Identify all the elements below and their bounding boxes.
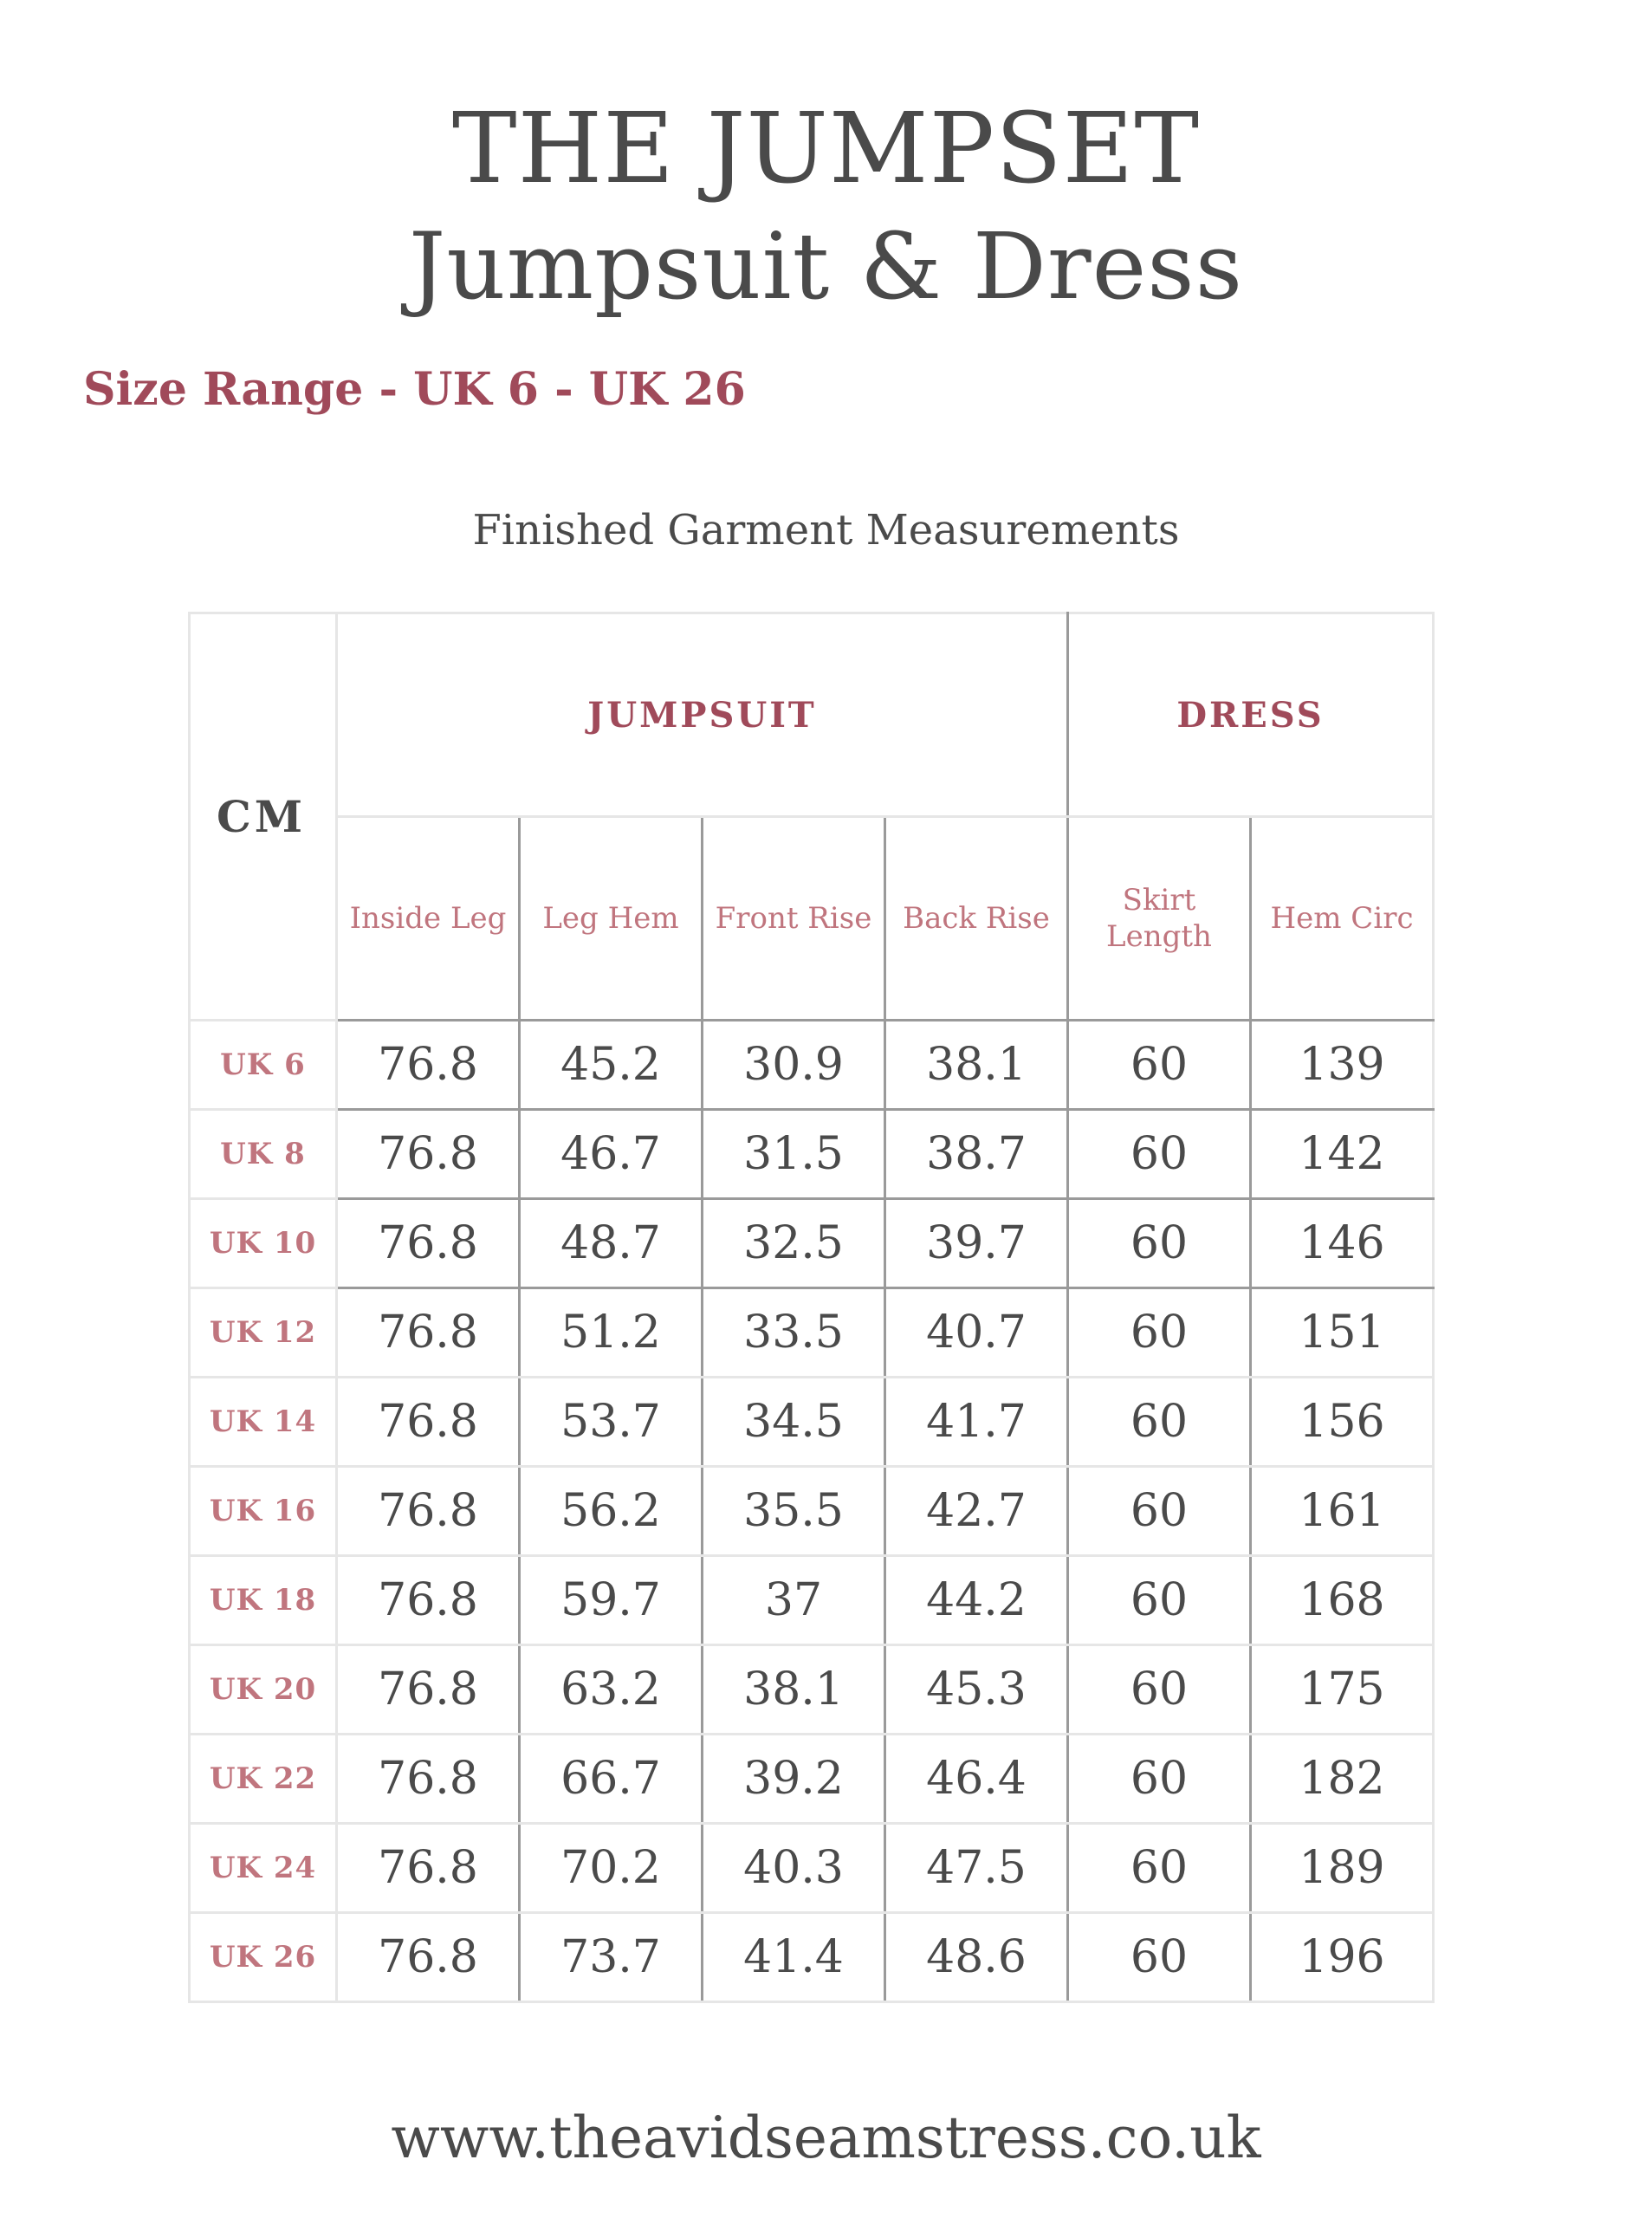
column-header-back-rise: Back Rise bbox=[885, 817, 1068, 1021]
measurement-cell: 60 bbox=[1068, 1378, 1251, 1467]
measurement-cell: 41.4 bbox=[703, 1913, 885, 2002]
measurement-cell: 59.7 bbox=[520, 1556, 703, 1645]
measurement-cell: 38.1 bbox=[885, 1021, 1068, 1110]
measurement-cell: 161 bbox=[1251, 1467, 1434, 1556]
measurement-cell: 76.8 bbox=[337, 1021, 520, 1110]
measurement-cell: 48.7 bbox=[520, 1199, 703, 1288]
column-header-skirt-length: Skirt Length bbox=[1068, 817, 1251, 1021]
table-row bbox=[190, 1288, 1434, 1378]
measurement-cell: 44.2 bbox=[885, 1556, 1068, 1645]
measurement-cell: 63.2 bbox=[520, 1645, 703, 1735]
measurement-cell: 40.3 bbox=[703, 1824, 885, 1913]
table-row bbox=[190, 1913, 1434, 2002]
measurement-cell: 48.6 bbox=[885, 1913, 1068, 2002]
measurement-cell: 76.8 bbox=[337, 1645, 520, 1735]
measurement-cell: 40.7 bbox=[885, 1288, 1068, 1378]
measurement-cell: 30.9 bbox=[703, 1021, 885, 1110]
measurement-cell: 34.5 bbox=[703, 1378, 885, 1467]
measurement-cell: 38.1 bbox=[703, 1645, 885, 1735]
size-label: UK 18 bbox=[190, 1556, 337, 1645]
measurement-cell: 46.4 bbox=[885, 1735, 1068, 1824]
table-row bbox=[190, 1378, 1434, 1467]
measurement-cell: 76.8 bbox=[337, 1378, 520, 1467]
size-label: UK 8 bbox=[190, 1110, 337, 1199]
measurement-cell: 38.7 bbox=[885, 1110, 1068, 1199]
measurement-cell: 32.5 bbox=[703, 1199, 885, 1288]
measurement-cell: 70.2 bbox=[520, 1824, 703, 1913]
size-label: UK 10 bbox=[190, 1199, 337, 1288]
measurement-cell: 51.2 bbox=[520, 1288, 703, 1378]
table-row bbox=[190, 1110, 1434, 1199]
table-row bbox=[190, 1199, 1434, 1288]
size-label: UK 26 bbox=[190, 1913, 337, 2002]
table-row bbox=[190, 1645, 1434, 1735]
measurement-cell: 60 bbox=[1068, 1556, 1251, 1645]
size-label: UK 12 bbox=[190, 1288, 337, 1378]
measurement-cell: 60 bbox=[1068, 1824, 1251, 1913]
measurement-cell: 76.8 bbox=[337, 1110, 520, 1199]
table-row bbox=[190, 1735, 1434, 1824]
table-body bbox=[190, 1021, 1434, 2002]
measurement-cell: 76.8 bbox=[337, 1913, 520, 2002]
measurement-cell: 39.7 bbox=[885, 1199, 1068, 1288]
measurement-cell: 73.7 bbox=[520, 1913, 703, 2002]
measurement-cell: 151 bbox=[1251, 1288, 1434, 1378]
measurement-cell: 56.2 bbox=[520, 1467, 703, 1556]
measurement-cell: 182 bbox=[1251, 1735, 1434, 1824]
measurement-cell: 35.5 bbox=[703, 1467, 885, 1556]
page-subtitle: Jumpsuit & Dress bbox=[408, 213, 1244, 320]
column-header-inside-leg: Inside Leg bbox=[337, 817, 520, 1021]
measurement-cell: 66.7 bbox=[520, 1735, 703, 1824]
table-row bbox=[190, 1021, 1434, 1110]
group-header-jumpsuit: JUMPSUIT bbox=[337, 613, 1068, 817]
measurement-cell: 60 bbox=[1068, 1288, 1251, 1378]
measurement-cell: 45.3 bbox=[885, 1645, 1068, 1735]
measurement-cell: 156 bbox=[1251, 1378, 1434, 1467]
measurement-cell: 42.7 bbox=[885, 1467, 1068, 1556]
measurement-cell: 45.2 bbox=[520, 1021, 703, 1110]
measurement-cell: 146 bbox=[1251, 1199, 1434, 1288]
measurement-cell: 189 bbox=[1251, 1824, 1434, 1913]
measurement-cell: 37 bbox=[703, 1556, 885, 1645]
size-label: UK 22 bbox=[190, 1735, 337, 1824]
group-header-dress: DRESS bbox=[1068, 613, 1434, 817]
measurement-cell: 60 bbox=[1068, 1645, 1251, 1735]
measurement-cell: 60 bbox=[1068, 1110, 1251, 1199]
measurement-cell: 31.5 bbox=[703, 1110, 885, 1199]
column-header-front-rise: Front Rise bbox=[703, 817, 885, 1021]
size-range-text: Size Range - UK 6 - UK 26 bbox=[83, 363, 746, 416]
table-caption: Finished Garment Measurements bbox=[472, 506, 1180, 554]
measurement-cell: 76.8 bbox=[337, 1199, 520, 1288]
size-label: UK 24 bbox=[190, 1824, 337, 1913]
measurement-cell: 41.7 bbox=[885, 1378, 1068, 1467]
website-url: www.theavidseamstress.co.uk bbox=[391, 2105, 1261, 2171]
table-row bbox=[190, 1556, 1434, 1645]
measurement-cell: 76.8 bbox=[337, 1735, 520, 1824]
size-label: UK 16 bbox=[190, 1467, 337, 1556]
measurement-cell: 76.8 bbox=[337, 1824, 520, 1913]
measurement-cell: 139 bbox=[1251, 1021, 1434, 1110]
measurement-cell: 76.8 bbox=[337, 1556, 520, 1645]
measurement-cell: 60 bbox=[1068, 1021, 1251, 1110]
measurement-cell: 60 bbox=[1068, 1467, 1251, 1556]
table-row bbox=[190, 1824, 1434, 1913]
unit-header: CM bbox=[190, 613, 337, 1021]
measurement-cell: 196 bbox=[1251, 1913, 1434, 2002]
size-label: UK 6 bbox=[190, 1021, 337, 1110]
measurement-cell: 60 bbox=[1068, 1199, 1251, 1288]
column-header-hem-circ: Hem Circ bbox=[1251, 817, 1434, 1021]
measurement-cell: 76.8 bbox=[337, 1467, 520, 1556]
measurement-cell: 53.7 bbox=[520, 1378, 703, 1467]
page-title: THE JUMPSET bbox=[451, 93, 1201, 205]
measurement-cell: 168 bbox=[1251, 1556, 1434, 1645]
size-label: UK 20 bbox=[190, 1645, 337, 1735]
measurement-cell: 175 bbox=[1251, 1645, 1434, 1735]
measurement-cell: 33.5 bbox=[703, 1288, 885, 1378]
table-row bbox=[190, 1467, 1434, 1556]
measurement-table bbox=[188, 612, 1435, 2003]
size-label: UK 14 bbox=[190, 1378, 337, 1467]
measurement-cell: 142 bbox=[1251, 1110, 1434, 1199]
column-header-leg-hem: Leg Hem bbox=[520, 817, 703, 1021]
measurement-cell: 60 bbox=[1068, 1913, 1251, 2002]
measurement-cell: 60 bbox=[1068, 1735, 1251, 1824]
measurement-cell: 46.7 bbox=[520, 1110, 703, 1199]
measurement-cell: 47.5 bbox=[885, 1824, 1068, 1913]
measurement-cell: 39.2 bbox=[703, 1735, 885, 1824]
measurement-cell: 76.8 bbox=[337, 1288, 520, 1378]
